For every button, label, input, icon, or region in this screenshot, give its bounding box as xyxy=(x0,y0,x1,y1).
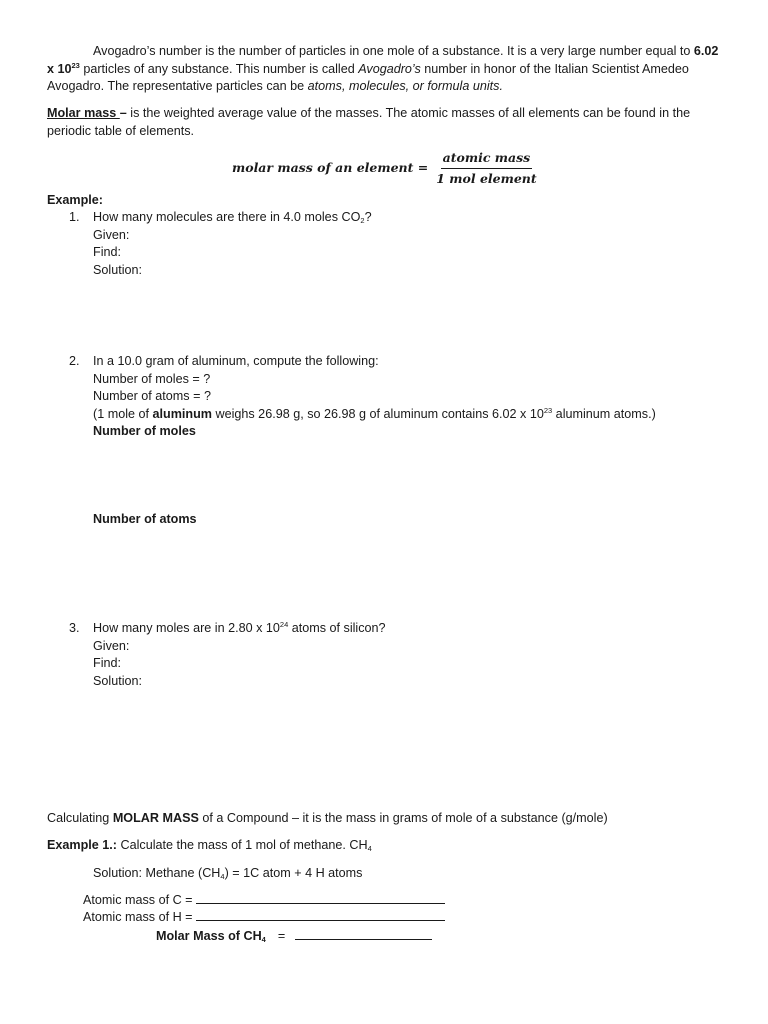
molar-mass-text: is the weighted average value of the masses. The atomic masses of all elements can be found in the periodic table of elements. xyxy=(47,106,691,138)
solution-text: Solution: Methane (CH xyxy=(93,866,221,880)
atomic-mass-h-label: Atomic mass of H = xyxy=(83,910,197,924)
formula-fraction xyxy=(434,150,538,187)
formula-denominator: 1 mol element xyxy=(436,170,537,186)
example-heading: Example: xyxy=(47,193,103,207)
formula-lhs: molar mass of an element = xyxy=(232,160,429,176)
solution-label: Solution: xyxy=(93,673,143,688)
subscript: 4 xyxy=(220,872,225,881)
given-label: Given: xyxy=(93,227,130,242)
question-mark: ? xyxy=(364,210,372,224)
moles-heading: Number of moles xyxy=(93,424,196,438)
solution-label: Solution: xyxy=(93,262,143,277)
subscript: 4 xyxy=(367,844,372,853)
intro-text: particles of any substance. This number is called xyxy=(79,61,359,76)
intro-paragraph xyxy=(47,43,727,96)
aluminum-note xyxy=(93,406,723,424)
intro-text: number in honor of the Italian Scientist Amedeo Avogadro. The representative particles can be xyxy=(47,61,689,93)
subscript: 4 xyxy=(261,935,266,944)
find-label: Find: xyxy=(93,656,121,670)
question-2-text: In a 10.0 gram of aluminum, compute the following: xyxy=(93,354,379,368)
note-text: aluminum atoms.) xyxy=(552,406,656,421)
formula-numerator: atomic mass xyxy=(441,150,533,169)
note-bold: aluminum xyxy=(152,406,212,421)
question-1-text xyxy=(93,209,723,227)
atoms-heading: Number of atoms xyxy=(93,512,197,526)
note-exponent: 23 xyxy=(543,405,553,415)
moles-question: Number of moles = ? xyxy=(93,371,211,386)
molar-mass-definition xyxy=(47,105,727,140)
solution-text: ) = 1C atom + 4 H atoms xyxy=(224,866,363,880)
definition-dash: – xyxy=(119,106,127,120)
particle-types: atoms, molecules, or formula units. xyxy=(307,79,503,93)
methane-solution xyxy=(93,865,723,883)
question-3 xyxy=(93,620,723,690)
atoms-question: Number of atoms = ? xyxy=(93,389,211,403)
note-text: weighs 26.98 g, so 26.98 g of aluminum contains 6.02 x 10 xyxy=(211,406,544,421)
avogadro-number: 6.02 x 10 xyxy=(47,44,719,76)
example-1-text: Calculate the mass of 1 mol of methane. CH xyxy=(117,838,368,852)
atomic-mass-c-label: Atomic mass of C = xyxy=(83,893,197,907)
molar-mass-ch4-row xyxy=(156,928,432,946)
compound-text: of a Compound – it is the mass in grams of mole of a substance (g/mole) xyxy=(198,811,608,825)
answer-line[interactable] xyxy=(196,909,445,921)
question-text: atoms of silicon? xyxy=(288,621,386,635)
equals-sign: = xyxy=(277,929,286,943)
question-number: 1. xyxy=(69,210,80,224)
question-number: 3. xyxy=(69,621,80,635)
question-2 xyxy=(93,353,723,441)
given-label: Given: xyxy=(93,638,130,653)
exponent: 24 xyxy=(279,620,289,629)
molar-mass-caps: MOLAR MASS xyxy=(112,811,199,825)
avogadro-exponent: 23 xyxy=(71,60,80,70)
molar-mass-ch4-label: Molar Mass of CH xyxy=(156,929,262,943)
answer-line[interactable] xyxy=(196,892,445,904)
compound-intro xyxy=(47,810,727,828)
question-1 xyxy=(93,209,723,279)
note-text: (1 mole of xyxy=(93,406,153,421)
compound-text: Calculating xyxy=(47,811,113,825)
atomic-mass-h-row xyxy=(83,909,445,927)
intro-italic: Avogadro’s xyxy=(358,61,421,76)
atomic-mass-c-row xyxy=(83,892,445,910)
molar-mass-formula xyxy=(232,148,539,188)
question-text: How many moles are in 2.80 x 10 xyxy=(93,621,280,635)
example-1 xyxy=(47,837,727,855)
subscript: 2 xyxy=(360,216,365,225)
find-label: Find: xyxy=(93,245,121,259)
intro-text: Avogadro’s number is the number of particles in one mole of a substance. It is a very large number equal to xyxy=(93,44,694,58)
question-number: 2. xyxy=(69,354,80,368)
question-3-text xyxy=(93,620,723,638)
molar-mass-term: Molar mass xyxy=(47,106,120,120)
example-1-label: Example 1.: xyxy=(47,838,117,852)
answer-line[interactable] xyxy=(295,928,432,940)
question-text: How many molecules are there in 4.0 moles CO xyxy=(93,210,361,224)
